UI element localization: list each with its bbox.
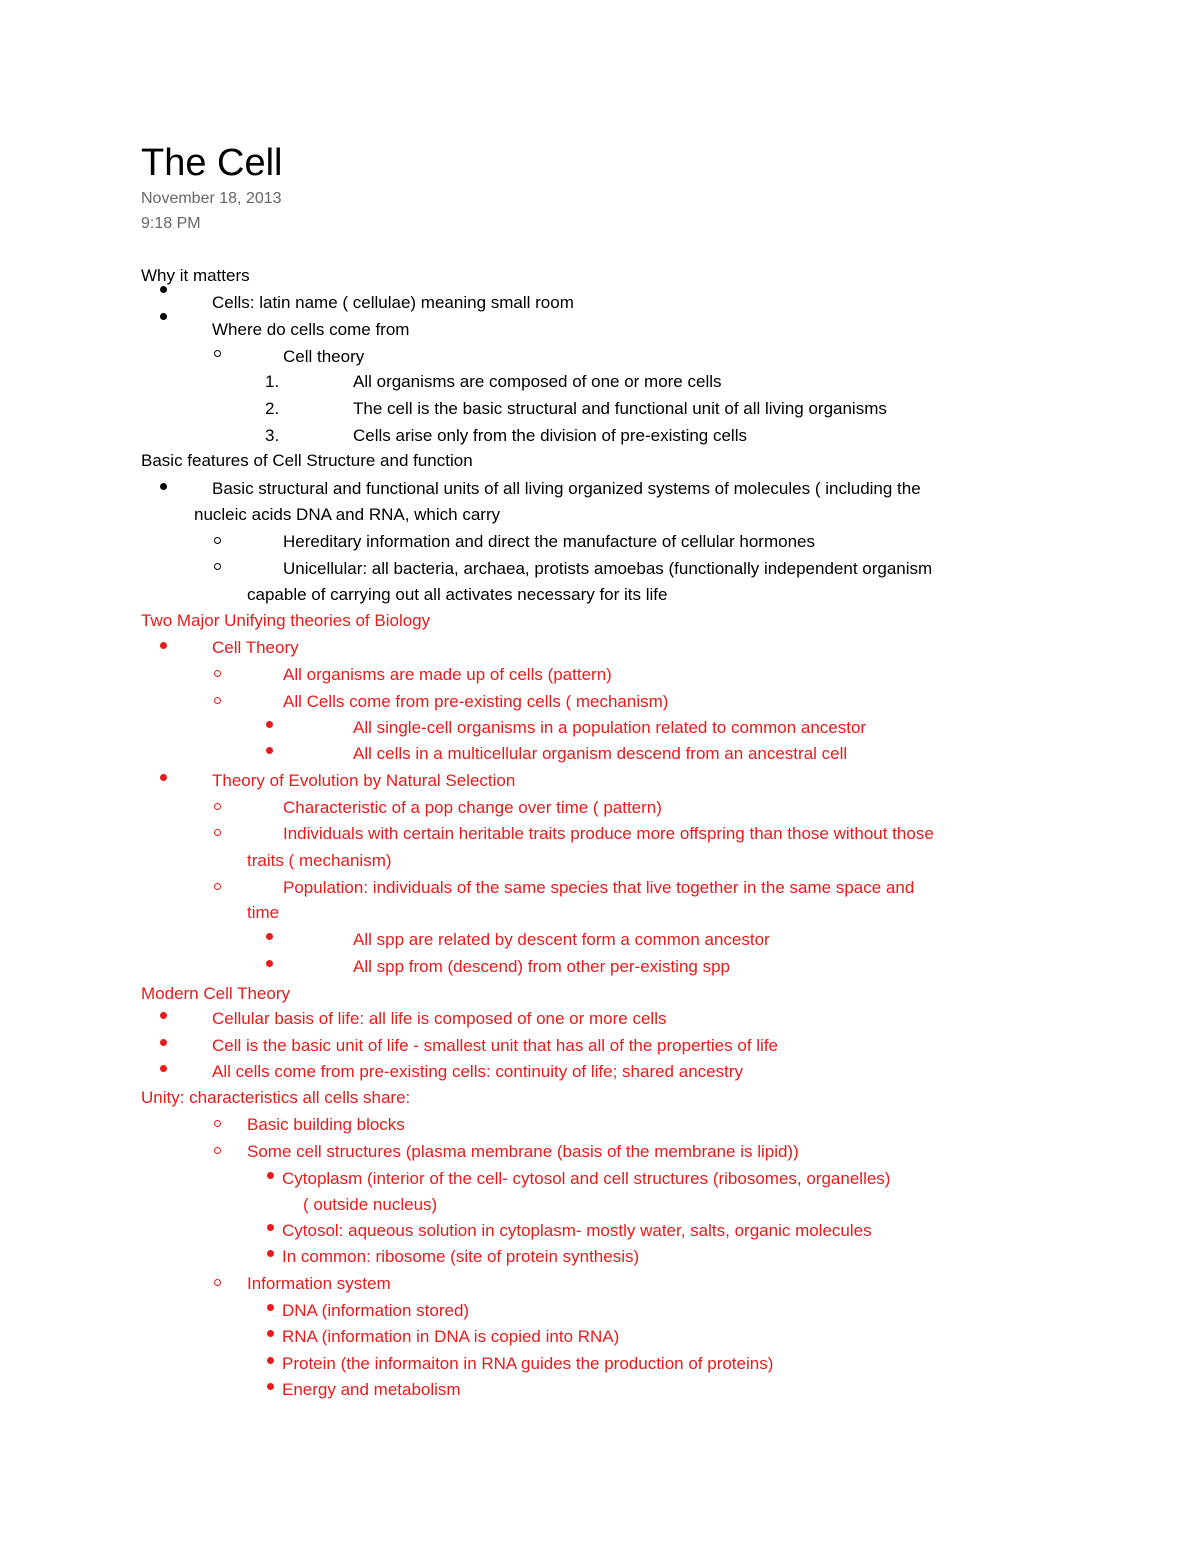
bullet-icon — [266, 747, 273, 754]
list-item: Cytosol: aqueous solution in cytoplasm- mostly water, salts, organic molecules — [282, 1221, 872, 1240]
list-number: 3. — [265, 426, 280, 445]
bullet-icon — [266, 933, 273, 940]
bullet-icon — [267, 1357, 274, 1364]
bullet-icon — [160, 483, 167, 490]
note-title: The Cell — [141, 142, 283, 184]
circle-bullet-icon — [214, 670, 221, 677]
bullet-icon — [160, 642, 167, 649]
list-item: Cell is the basic unit of life - smallest unit that has all of the properties of life — [212, 1036, 778, 1055]
list-item: All Cells come from pre-existing cells ( mechanism) — [283, 692, 669, 711]
bullet-icon — [160, 286, 167, 293]
list-item: RNA (information in DNA is copied into RNA) — [282, 1327, 620, 1346]
note-time: 9:18 PM — [141, 215, 201, 232]
list-item: All spp are related by descent form a common ancestor — [353, 930, 770, 949]
list-number: 2. — [265, 399, 280, 418]
section-heading-unity: Unity: characteristics all cells share: — [141, 1088, 411, 1107]
list-item: The cell is the basic structural and functional unit of all living organisms — [353, 399, 887, 418]
list-item: All organisms are made up of cells (pattern) — [283, 665, 612, 684]
bullet-icon — [160, 1039, 167, 1046]
list-item: Energy and metabolism — [282, 1380, 461, 1399]
list-item: Cells: latin name ( cellulae) meaning small room — [212, 293, 574, 312]
list-item: Population: individuals of the same species that live together in the same space and — [283, 878, 915, 897]
bullet-icon — [267, 1383, 274, 1390]
list-item: Cell Theory — [212, 638, 299, 657]
list-item: DNA (information stored) — [282, 1301, 470, 1320]
list-item: Where do cells come from — [212, 320, 410, 339]
circle-bullet-icon — [214, 563, 221, 570]
circle-bullet-icon — [214, 883, 221, 890]
section-heading-basic-features: Basic features of Cell Structure and function — [141, 451, 473, 470]
list-item: Hereditary information and direct the manufacture of cellular hormones — [283, 532, 815, 551]
bullet-icon — [267, 1172, 274, 1179]
circle-bullet-icon — [214, 829, 221, 836]
list-item: Some cell structures (plasma membrane (basis of the membrane is lipid)) — [247, 1142, 799, 1161]
circle-bullet-icon — [214, 1147, 221, 1154]
bullet-icon — [266, 721, 273, 728]
list-item: Individuals with certain heritable traits produce more offspring than those without those — [283, 824, 934, 843]
list-number: 1. — [265, 372, 280, 391]
bullet-icon — [266, 960, 273, 967]
list-item: Unicellular: all bacteria, archaea, protists amoebas (functionally independent organism — [283, 559, 933, 578]
note-date: November 18, 2013 — [141, 190, 282, 207]
circle-bullet-icon — [214, 803, 221, 810]
list-item: Information system — [247, 1274, 391, 1293]
list-item-continuation: ( outside nucleus) — [303, 1195, 438, 1214]
list-item: All organisms are composed of one or more cells — [353, 372, 722, 391]
circle-bullet-icon — [214, 350, 221, 357]
circle-bullet-icon — [214, 1120, 221, 1127]
circle-bullet-icon — [214, 697, 221, 704]
section-heading-why-it-matters: Why it matters — [141, 266, 250, 285]
list-item: Cellular basis of life: all life is composed of one or more cells — [212, 1009, 667, 1028]
bullet-icon — [267, 1304, 274, 1311]
list-item: Basic structural and functional units of all living organized systems of molecules ( including the — [212, 479, 921, 498]
bullet-icon — [267, 1250, 274, 1257]
list-item: All spp from (descend) from other per-existing spp — [353, 957, 730, 976]
circle-bullet-icon — [214, 1279, 221, 1286]
section-heading-unifying-theories: Two Major Unifying theories of Biology — [141, 611, 431, 630]
list-item: Characteristic of a pop change over time ( pattern) — [283, 798, 662, 817]
list-item-continuation: traits ( mechanism) — [247, 851, 392, 870]
bullet-icon — [160, 774, 167, 781]
list-item: Cell theory — [283, 347, 365, 366]
list-item: Basic building blocks — [247, 1115, 405, 1134]
circle-bullet-icon — [214, 537, 221, 544]
bullet-icon — [160, 1012, 167, 1019]
list-item-continuation: capable of carrying out all activates necessary for its life — [247, 585, 668, 604]
bullet-icon — [160, 313, 167, 320]
bullet-icon — [267, 1330, 274, 1337]
list-item: Cytoplasm (interior of the cell- cytosol and cell structures (ribosomes, organelles) — [282, 1169, 891, 1188]
list-item: Protein (the informaiton in RNA guides the production of proteins) — [282, 1354, 774, 1373]
list-item: All cells come from pre-existing cells: continuity of life; shared ancestry — [212, 1062, 743, 1081]
list-item-continuation: nucleic acids DNA and RNA, which carry — [194, 505, 501, 524]
section-heading-modern-cell-theory: Modern Cell Theory — [141, 984, 290, 1003]
list-item: All single-cell organisms in a population related to common ancestor — [353, 718, 867, 737]
list-item-continuation: time — [247, 903, 280, 922]
list-item: Cells arise only from the division of pre-existing cells — [353, 426, 747, 445]
bullet-icon — [267, 1224, 274, 1231]
list-item: In common: ribosome (site of protein synthesis) — [282, 1247, 640, 1266]
list-item: All cells in a multicellular organism descend from an ancestral cell — [353, 744, 848, 763]
list-item: Theory of Evolution by Natural Selection — [212, 771, 516, 790]
bullet-icon — [160, 1065, 167, 1072]
